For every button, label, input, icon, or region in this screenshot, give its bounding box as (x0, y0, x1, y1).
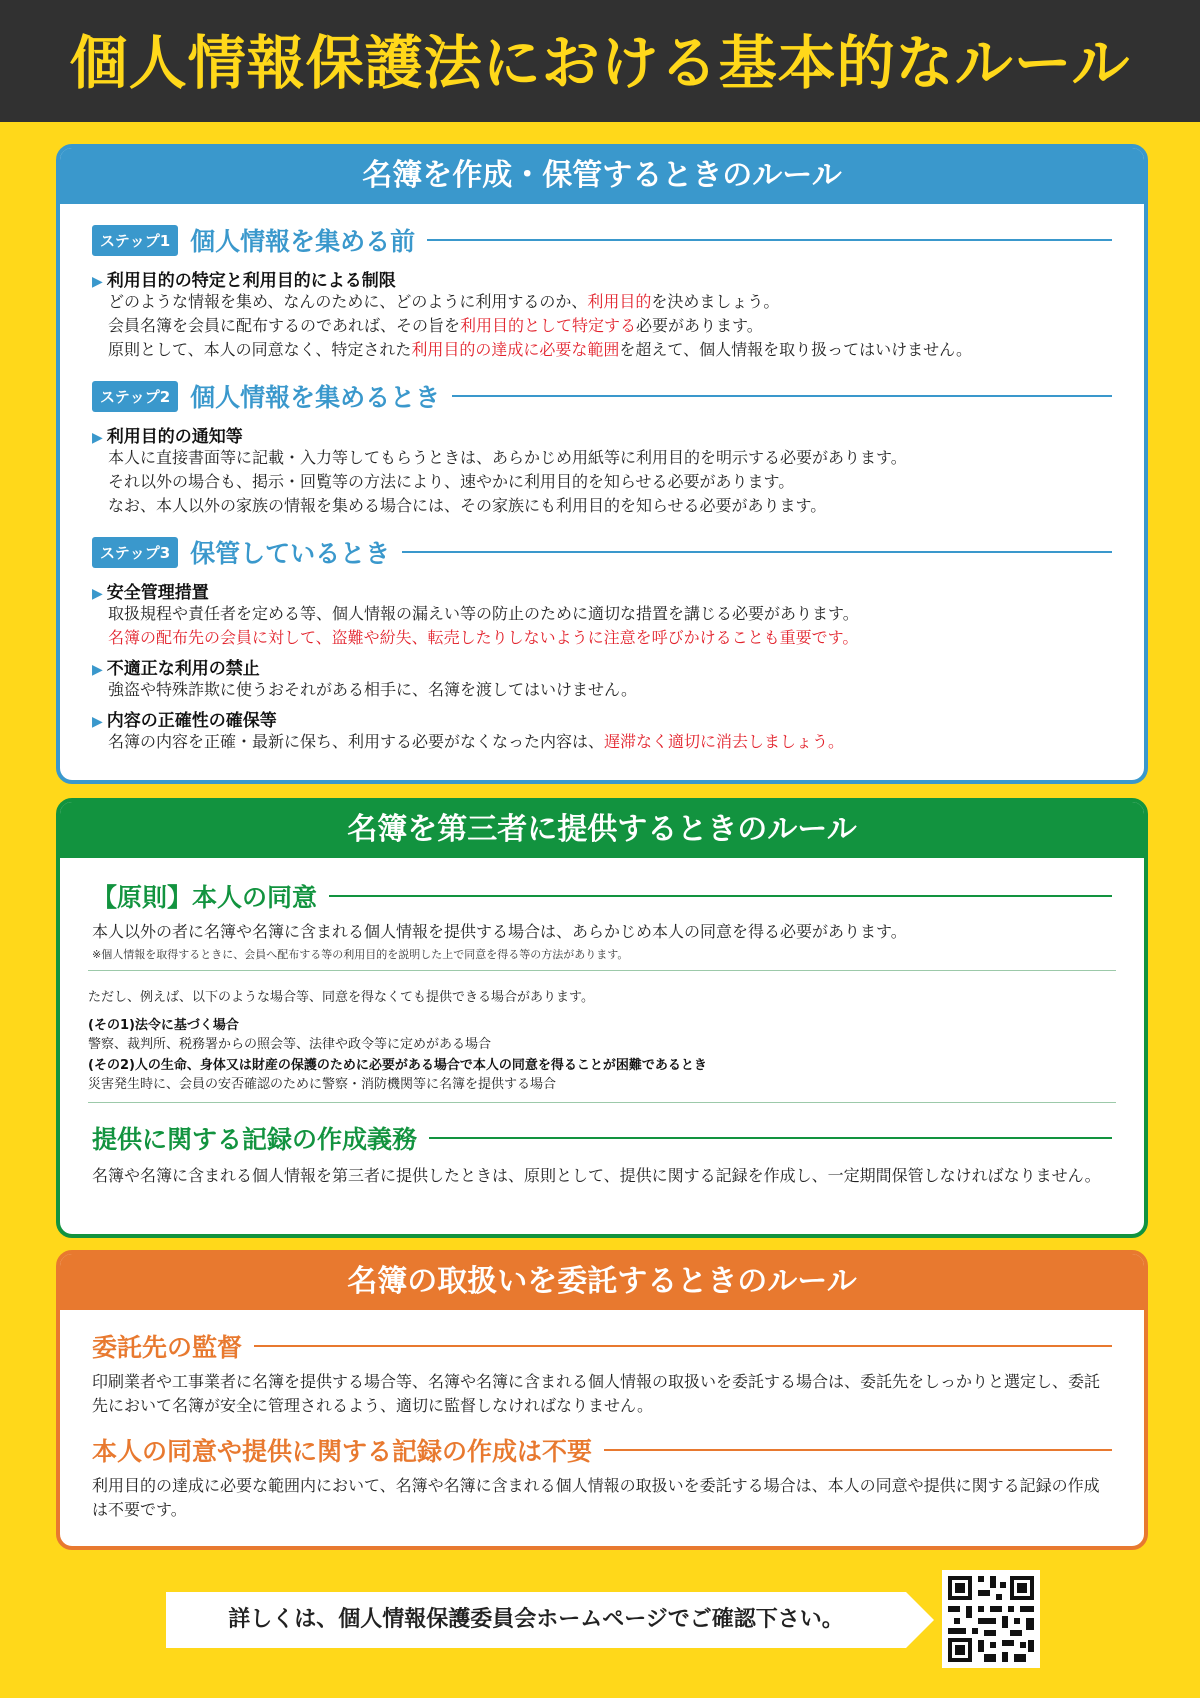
thin-divider (88, 970, 1116, 971)
record-header (92, 1120, 1112, 1156)
step-title: 保管しているとき (190, 539, 391, 568)
subsection-title: 【原則】本人の同意 (92, 883, 318, 912)
arrow-icon (906, 1592, 934, 1648)
divider (329, 895, 1112, 897)
no-consent-header (92, 1432, 1112, 1468)
step2-header (92, 378, 1112, 414)
exception-text: 災害発生時に、会員の安否確認のために警察・消防機関等に名簿を提供する場合 (88, 1077, 557, 1092)
triangle-icon: ▶ (92, 274, 103, 290)
body-text: 利用目的の達成に必要な範囲内において、名簿や名簿に含まれる個人情報の取扱いを委託する場合は、本人の同意や提供に関する記録の作成は不要です。 (92, 1476, 1100, 1519)
subheading: ▶ 利用目的の特定と利用目的による制限 (92, 271, 396, 291)
body-line: どのような情報を集め、なんのために、どのように利用するのか、利用目的を決めましょう。 (108, 292, 780, 311)
triangle-icon: ▶ (92, 714, 103, 730)
body-line: 会員名簿を会員に配布するのであれば、その旨を利用目的として特定する必要があります。 (108, 316, 763, 335)
body-line: 原則として、本人の同意なく、特定された利用目的の達成に必要な範囲を超えて、個人情報を取り扱ってはいけません。 (108, 340, 973, 359)
exception-title: (その2)人の生命、身体又は財産の保護のために必要がある場合で本人の同意を得ることが困難であるとき (88, 1058, 707, 1073)
triangle-icon: ▶ (92, 586, 103, 602)
subheading: ▶ 利用目的の通知等 (92, 427, 243, 447)
step-badge: ステップ2 (92, 381, 178, 412)
body-line: 取扱規程や責任者を定める等、個人情報の漏えい等の防止のために適切な措置を講じる必要があります。 (108, 604, 859, 623)
section-outsourcing (56, 1250, 1148, 1550)
section-heading: 名簿を第三者に提供するときのルール (60, 802, 1144, 858)
subheading: ▶ 安全管理措置 (92, 583, 209, 603)
divider (254, 1345, 1112, 1347)
step-badge: ステップ3 (92, 537, 178, 568)
exception-intro: ただし、例えば、以下のような場合等、同意を得なくても提供できる場合があります。 (88, 990, 594, 1005)
subheading: ▶ 不適正な利用の禁止 (92, 659, 260, 679)
divider (604, 1449, 1112, 1451)
divider (402, 551, 1112, 553)
triangle-icon: ▶ (92, 430, 103, 446)
supervision-header (92, 1328, 1112, 1364)
subheading: ▶ 内容の正確性の確保等 (92, 711, 277, 731)
subsection-title: 本人の同意や提供に関する記録の作成は不要 (92, 1437, 593, 1466)
subsection-title: 委託先の監督 (92, 1333, 243, 1362)
section-create-store (56, 144, 1148, 784)
section-heading: 名簿を作成・保管するときのルール (60, 148, 1144, 204)
body-line: 名簿の配布先の会員に対して、盗難や紛失、転売したりしないように注意を呼びかけることも重要です。 (108, 628, 859, 647)
body-line: 強盗や特殊詐欺に使うおそれがある相手に、名簿を渡してはいけません。 (108, 680, 637, 699)
principle-header (92, 878, 1112, 914)
exception-text: 警察、裁判所、税務署からの照会等、法律や政令等に定めがある場合 (88, 1037, 492, 1052)
subsection-title: 提供に関する記録の作成義務 (92, 1125, 418, 1154)
exception-title: (その1)法令に基づく場合 (88, 1018, 239, 1033)
body-line: 本人に直接書面等に記載・入力等してもらうときは、あらかじめ用紙等に利用目的を明示する必要があります。 (108, 448, 907, 467)
divider (452, 395, 1112, 397)
section-heading: 名簿の取扱いを委託するときのルール (60, 1254, 1144, 1310)
section-third-party (56, 798, 1148, 1238)
qr-code-icon[interactable] (942, 1570, 1040, 1668)
divider (427, 239, 1112, 241)
triangle-icon: ▶ (92, 662, 103, 678)
note-text: ※個人情報を取得するときに、会員へ配布する等の利用目的を説明した上で同意を得る等の方法があります。 (92, 948, 629, 961)
step-badge: ステップ1 (92, 225, 178, 256)
footer-text[interactable]: 詳しくは、個人情報保護委員会ホームページでご確認下さい。 (228, 1607, 844, 1632)
body-text: 印刷業者や工事業者に名簿を提供する場合等、名簿や名簿に含まれる個人情報の取扱いを委託する場合は、委託先をしっかりと選定し、委託先において名簿が安全に管理されるよう、適切に監督しなければなりません。 (92, 1372, 1101, 1415)
step-title: 個人情報を集めるとき (190, 383, 441, 412)
body-line: 名簿の内容を正確・最新に保ち、利用する必要がなくなった内容は、遅滞なく適切に消去しましょう。 (108, 732, 845, 751)
body-line: なお、本人以外の家族の情報を集める場合には、その家族にも利用目的を知らせる必要があります。 (108, 496, 827, 515)
page-title: 個人情報保護法における基本的なルール (69, 29, 1131, 97)
step1-header (92, 222, 1112, 258)
thin-divider (88, 1102, 1116, 1103)
step-title: 個人情報を集める前 (190, 227, 416, 256)
body-line: それ以外の場合も、掲示・回覧等の方法により、速やかに利用目的を知らせる必要があります。 (108, 472, 795, 491)
body-text: 名簿や名簿に含まれる個人情報を第三者に提供したときは、原則として、提供に関する記録を作成し、一定期間保管しなければなりません。 (92, 1166, 1101, 1185)
body-text: 本人以外の者に名簿や名簿に含まれる個人情報を提供する場合は、あらかじめ本人の同意を得る必要があります。 (92, 922, 907, 941)
step3-header (92, 534, 1112, 570)
divider (429, 1137, 1112, 1139)
